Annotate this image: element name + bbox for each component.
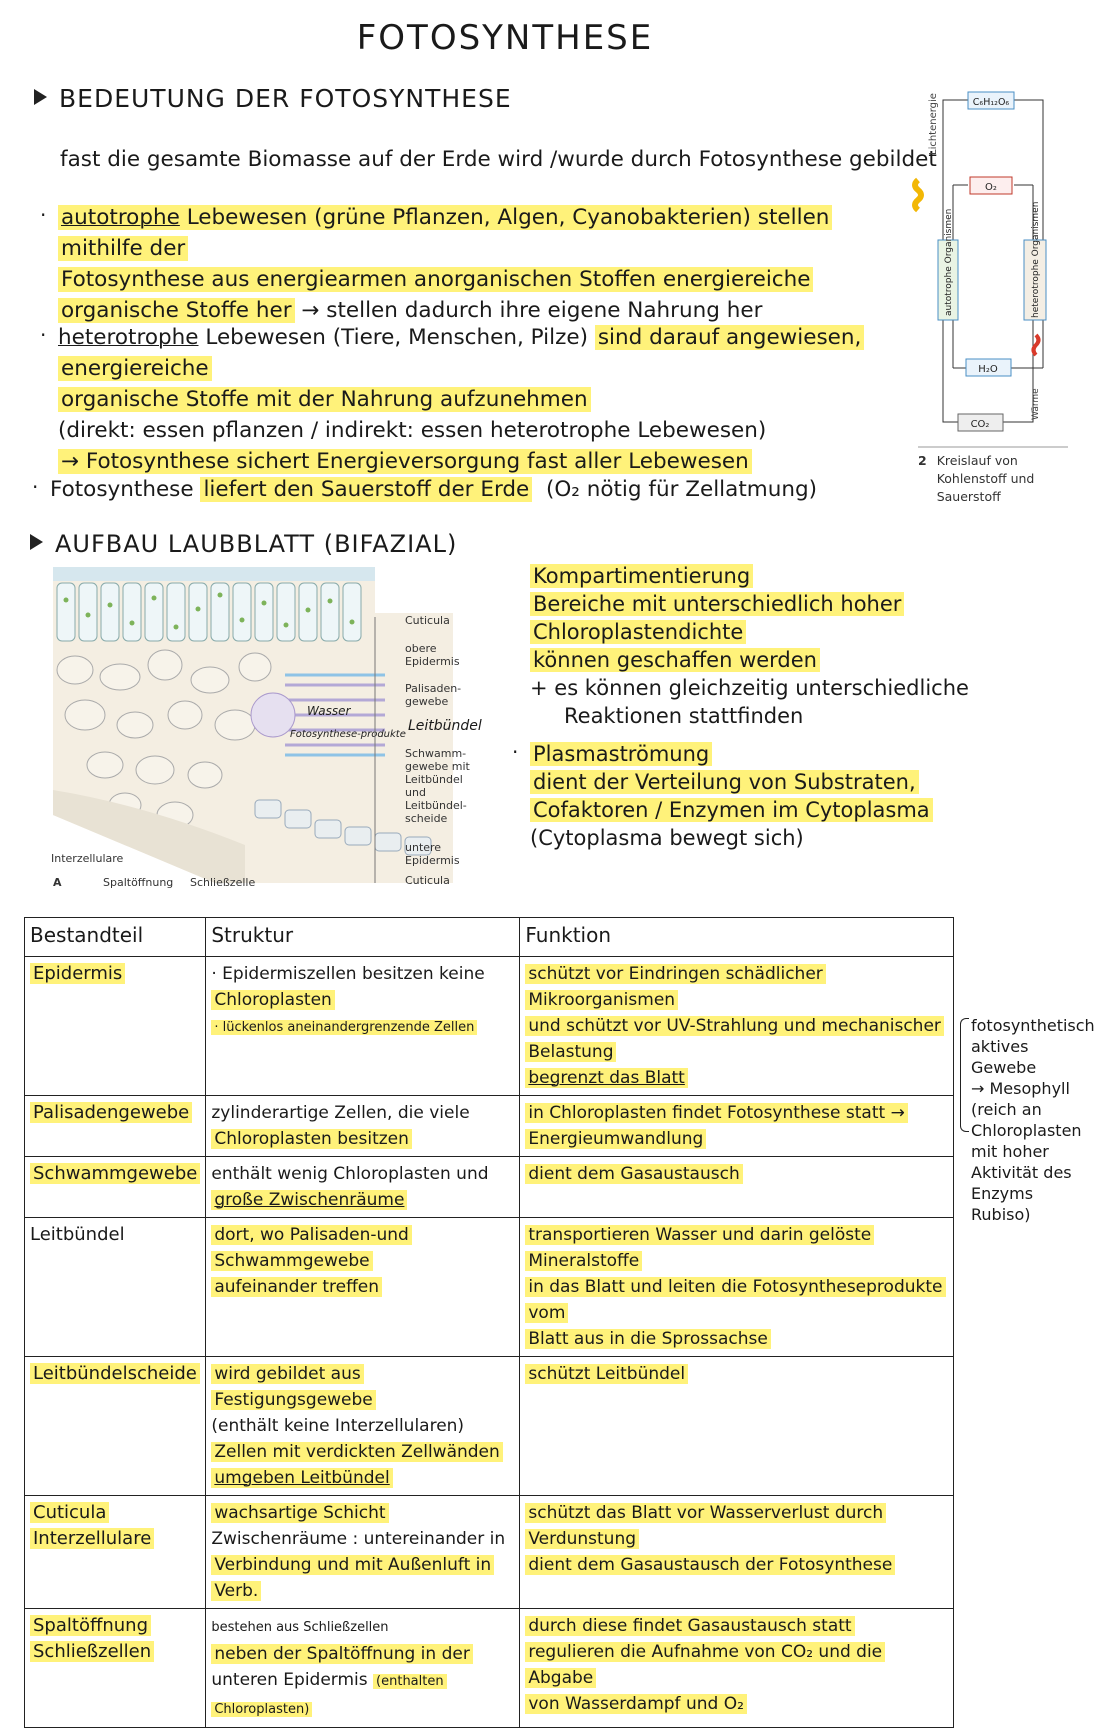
fig-handwritten-wasser: Wasser: [307, 704, 351, 718]
fig-label-obere-epidermis: obere Epidermis: [405, 642, 460, 668]
fig-letter: A: [53, 876, 62, 889]
glucose-label: C₆H₁₂O₆: [972, 97, 1010, 108]
fig-label-interzellulare: Interzellulare: [51, 852, 124, 865]
bullet-arrow-icon: [30, 534, 43, 550]
co2-label: CO₂: [970, 419, 990, 430]
water-label: H₂O: [978, 364, 998, 375]
section-heading-bedeutung: BEDEUTUNG DER FOTOSYNTHESE: [34, 84, 512, 113]
header-bestandteil: Bestandteil: [25, 918, 206, 957]
oxygen-line: · Fotosynthese liefert den Sauerstoff der Erde (O₂ nötig für Zellatmung): [50, 474, 817, 505]
fig-label-palisaden: Palisaden-gewebe: [405, 682, 462, 708]
table-row: Palisadengewebe zylinderartige Zellen, die viele Chloroplasten besitzen in Chloroplasten findet Fotosynthese statt → Energieumwandlung: [25, 1096, 954, 1157]
light-wave-icon: [915, 180, 921, 210]
fig-label-schwamm: Schwamm-gewebe mit Leitbündel und Leitbündel-scheide: [405, 747, 470, 825]
note-kompartimentierung: Kompartimentierung Bereiche mit unterschiedlich hoher Chloroplastendichte können geschaffen werden + es können gleichzeitig unterschiedliche Reaktionen stattfinden: [530, 564, 969, 728]
leaf-cross-section-figure: [45, 565, 485, 895]
cycle-caption: 2 Kreislauf von Kohlenstoff und Sauerstoff: [918, 453, 1035, 504]
leaf-components-table: [24, 917, 954, 1728]
fig-handwritten-leitbuendel: Leitbündel: [408, 718, 482, 734]
table-header-row: [25, 918, 954, 957]
fig-label-cuticula-bottom: Cuticula: [405, 874, 450, 887]
carbon-oxygen-cycle-figure: [918, 80, 1068, 520]
autotrophs-label: autotrophe Organismen: [944, 208, 954, 316]
light-energy-label: Lichtenergie: [928, 93, 939, 155]
fig-label-spaltoeffnung: Spaltöffnung: [103, 876, 174, 889]
heat-wave-icon: [1034, 335, 1039, 355]
heat-label: Wärme: [1031, 388, 1041, 420]
fig-handwritten-fs-produkte: Fotosynthese-produkte: [290, 729, 406, 740]
heterotrophs-label: heterotrophe Organismen: [1031, 201, 1041, 318]
table-row: Leitbündel dort, wo Palisaden-und Schwammgewebe aufeinander treffen transportieren Wasser und darin gelöste Mineralstoffe in das Blatt und leiten die Fotosyntheseprodukte vom Blatt aus in die Sprossachse: [25, 1218, 954, 1357]
autotroph-term: autotrophe: [61, 205, 180, 230]
fig-label-untere-epidermis: untere Epidermis: [405, 841, 460, 867]
section-heading-aufbau: AUFBAU LAUBBLATT (BIFAZIAL): [30, 530, 457, 558]
bullet-arrow-icon: [34, 89, 47, 105]
header-funktion: Funktion: [520, 918, 954, 957]
heterotroph-block: · heterotrophe Lebewesen (Tiere, Menschen, Pilze) sind darauf angewiesen, energiereiche organische Stoffe mit der Nahrung aufzunehmen (direkt: essen pflanzen / indirekt: essen heterotrophe Lebewesen) → Fotosynthese sichert Energieversorgung fast aller Lebewesen: [58, 322, 908, 477]
table-row: Schwammgewebe enthält wenig Chloroplasten und große Zwischenräume dient dem Gasaustausch: [25, 1157, 954, 1218]
table-row: Leitbündelscheide wird gebildet aus Festigungsgewebe (enthält keine Interzellularen) Zellen mit verdickten Zellwänden umgeben Leitbündel schützt Leitbündel: [25, 1357, 954, 1496]
table-row: Spaltöffnung Schließzellen bestehen aus Schließzellen neben der Spaltöffnung in der unteren Epidermis (enthalten Chloroplasten) durch diese findet Gasaustausch statt regulieren die Aufnahme von CO₂ und die Abgabe von Wasserdampf und O₂: [25, 1609, 954, 1728]
note-plasmastroemung: · Plasmaströmung dient der Verteilung von Substraten, Cofaktoren / Enzymen im Cytoplasma (Cytoplasma bewegt sich): [530, 740, 1050, 852]
autotroph-block: · autotrophe Lebewesen (grüne Pflanzen, Algen, Cyanobakterien) stellen mithilfe der Fotosynthese aus energiearmen anorganischen Stoffen energiereiche organische Stoffe her → stellen dadurch ihre eigene Nahrung her: [58, 202, 908, 326]
fig-label-schliesszelle: Schließzelle: [190, 876, 256, 889]
side-bracket: [960, 1018, 969, 1132]
header-struktur: Struktur: [206, 918, 520, 957]
oxygen-label: O₂: [985, 182, 997, 193]
fig-label-cuticula-top: Cuticula: [405, 614, 450, 627]
table-row: Epidermis · Epidermiszellen besitzen keine Chloroplasten · lückenlos aneinandergrenzende Zellen schützt vor Eindringen schädlicher Mikroorganismen und schützt vor UV-Strahlung und mechanischer Belastung begrenzt das Blatt: [25, 957, 954, 1096]
heterotroph-term: heterotrophe: [58, 325, 199, 350]
intro-text: fast die gesamte Biomasse auf der Erde wird /wurde durch Fotosynthese gebildet: [60, 147, 937, 172]
page-title: FOTOSYNTHESE: [356, 18, 654, 58]
table-row: Cuticula Interzellulare wachsartige Schicht Zwischenräume : untereinander in Verbindung und mit Außenluft in Verb. schützt das Blatt vor Wasserverlust durch Verdunstung dient dem Gasaustausch der Fotosynthese: [25, 1496, 954, 1609]
cycle-diagram: [918, 80, 1068, 450]
side-note-mesophyll: fotosynthetisch aktives Gewebe → Mesophyll (reich an Chloroplasten mit hoher Aktivität des Enzyms Rubiso): [971, 1016, 1095, 1224]
